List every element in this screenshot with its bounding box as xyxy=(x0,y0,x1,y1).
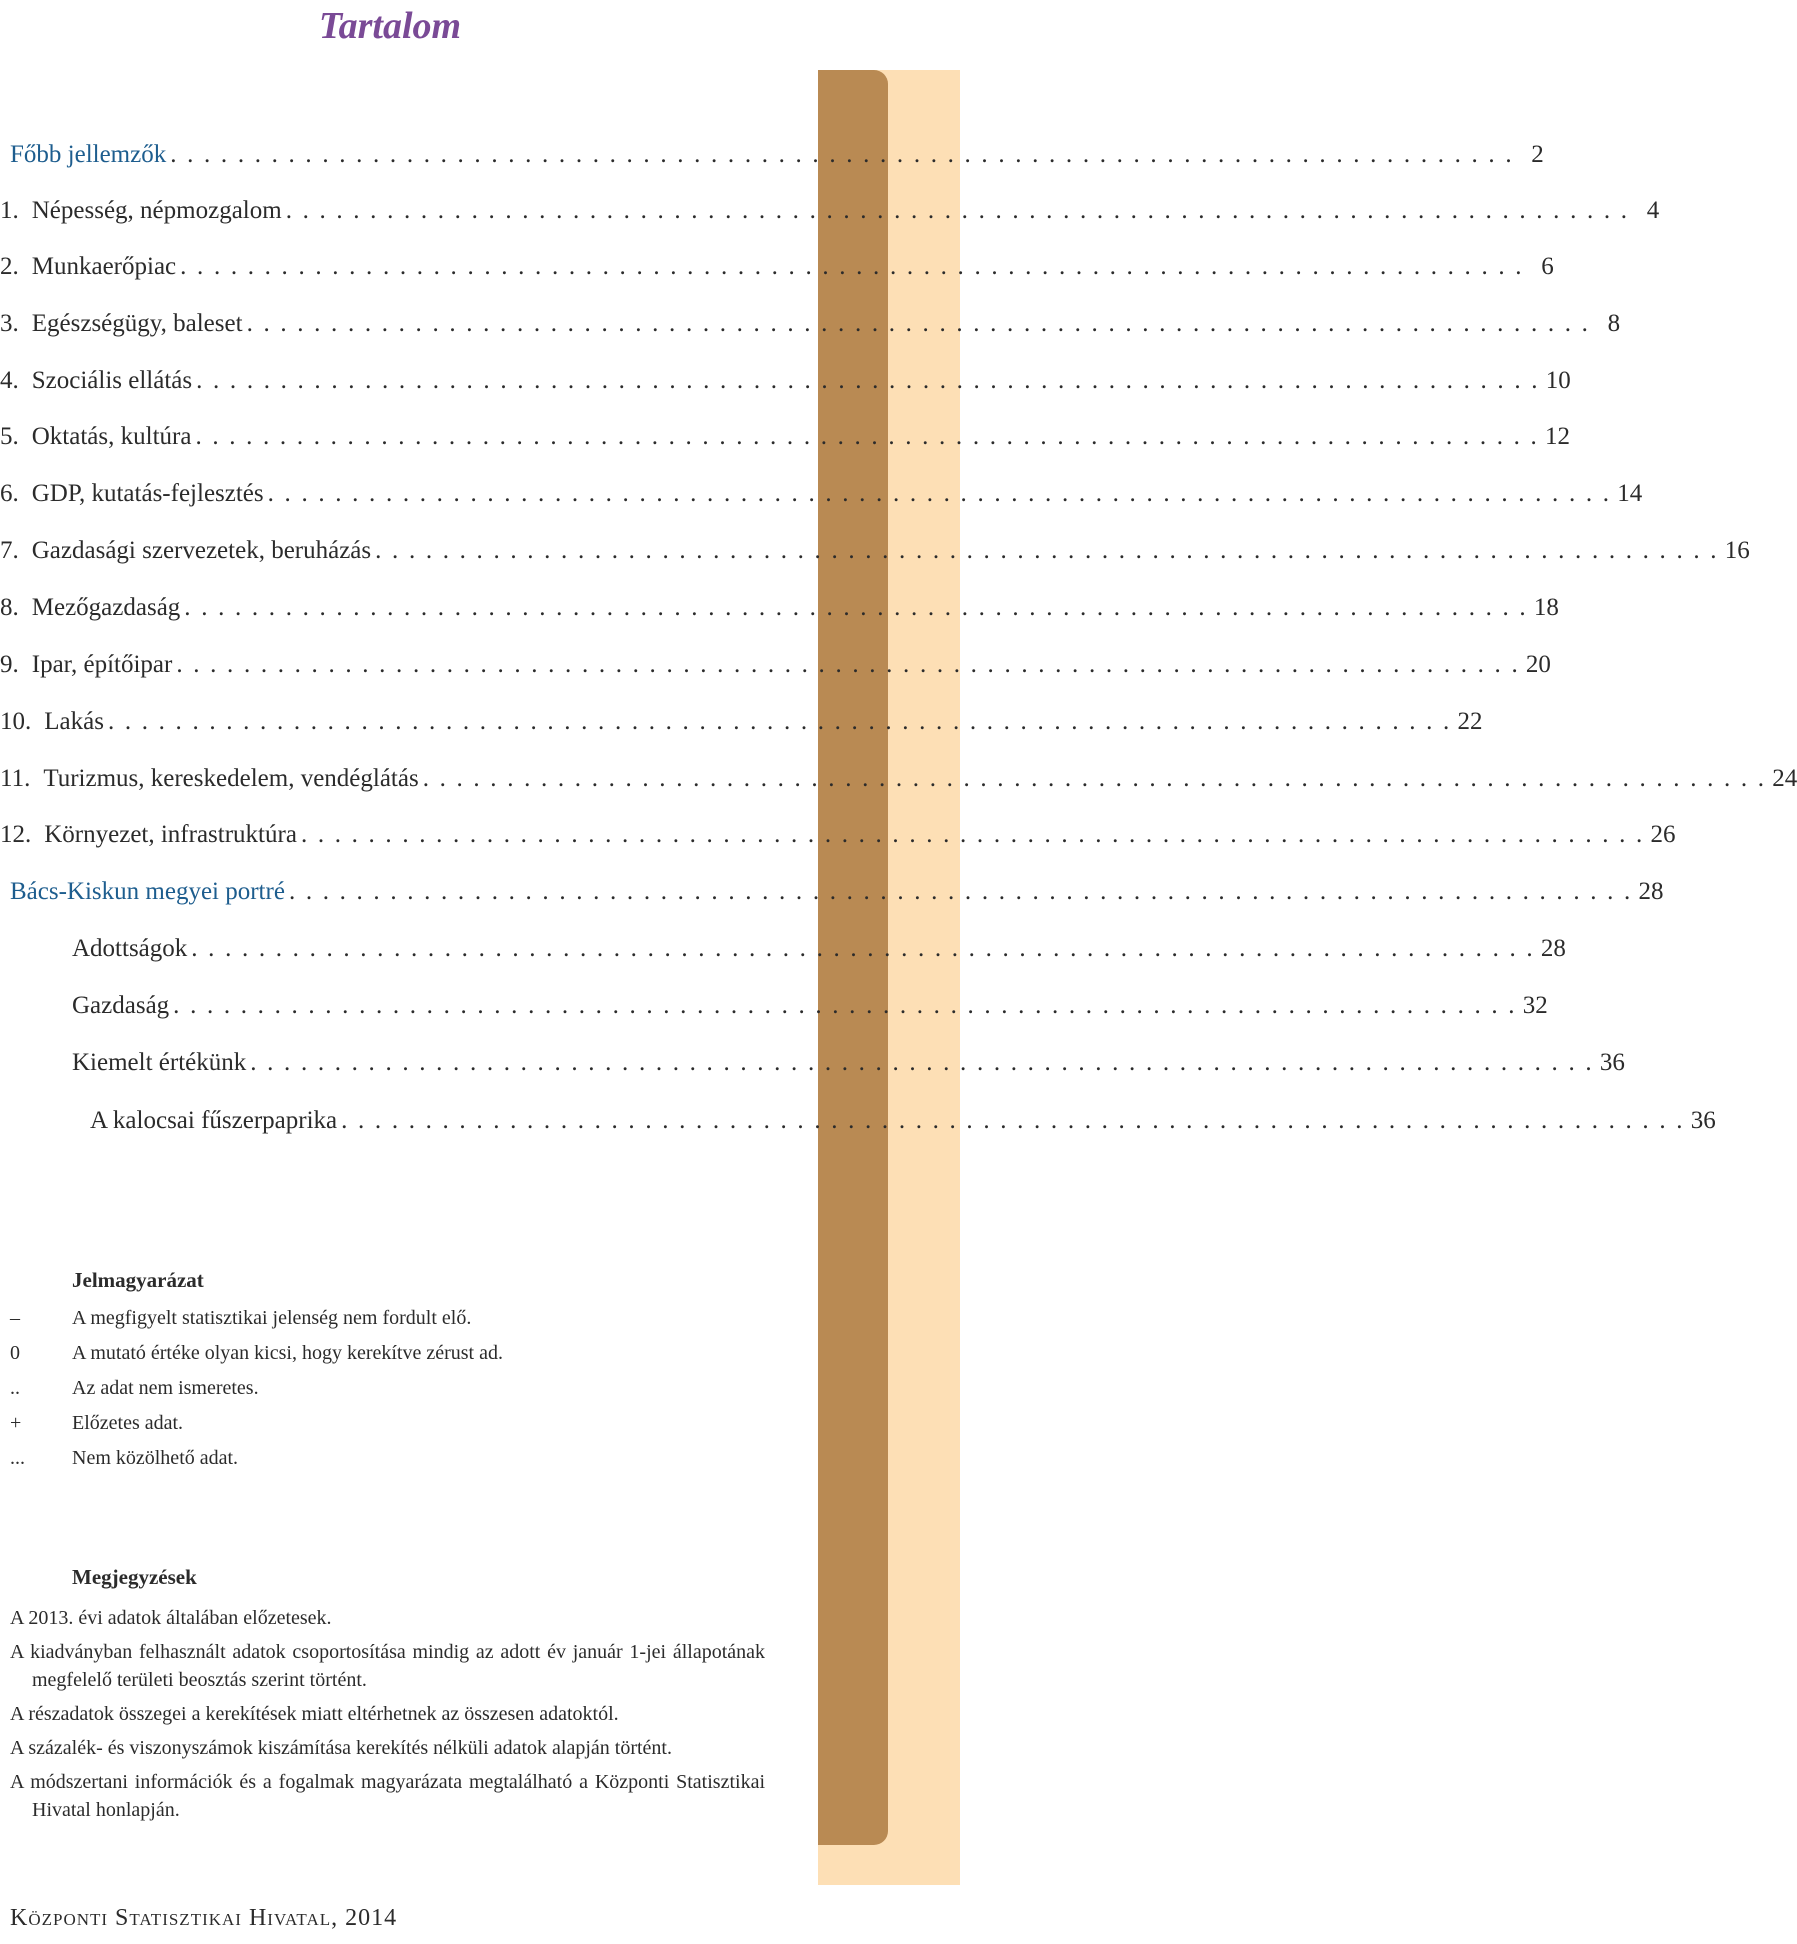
notes-title: Megjegyzések xyxy=(72,1565,197,1589)
dot-leader: . . . . . . . . . . . . . . . . . . . . . . . . . . . . . . . . . . . . . . . . . . . . . . . . . . . . . . . . . . . . . . . . . . . . . . . . . . . . . . . . xyxy=(196,367,1540,394)
toc-entry-label: Munkaerőpiac xyxy=(31,253,177,280)
legend-title: Jelmagyarázat xyxy=(72,1268,204,1292)
toc-entry-label: Ipar, építőipar xyxy=(31,651,173,678)
toc-entry-label: Főbb jellemzők xyxy=(10,141,167,168)
toc-entry-page: 26 xyxy=(1650,821,1676,848)
footer: Központi Statisztikai Hivatal, 2014 xyxy=(10,1905,398,1931)
legend-symbol: ... xyxy=(10,1447,25,1469)
toc-entry-number: 9. xyxy=(0,651,19,678)
legend-symbol: .. xyxy=(10,1377,20,1399)
toc-entry-number: 8. xyxy=(0,594,19,621)
toc-entry-page: 32 xyxy=(1522,992,1548,1019)
toc-entry[interactable] xyxy=(0,420,1570,454)
dot-leader: . . . . . . . . . . . . . . . . . . . . . . . . . . . . . . . . . . . . . . . . . . . . . . . . . . . . . . . . . . . . . . . . . . . . . . . . . . . . . . . . xyxy=(285,197,1630,224)
toc-entry-page: 14 xyxy=(1617,480,1643,507)
dot-leader: . . . . . . . . . . . . . . . . . . . . . . . . . . . . . . . . . . . . . . . . . . . . . . . . . . . . . . . . . . . . . . . . . . . . . . . . . . . . . . . . xyxy=(173,992,1517,1019)
toc-entry-label: Gazdaság xyxy=(72,992,170,1019)
toc-entry-page: 36 xyxy=(1599,1049,1625,1076)
toc-entry-page: 2 xyxy=(1531,141,1544,168)
toc-entry-label: GDP, kutatás-fejlesztés xyxy=(31,480,264,507)
dot-leader: . . . . . . . . . . . . . . . . . . . . . . . . . . . . . . . . . . . . . . . . . . . . . . . . . . . . . . . . . . . . . . . . . . . . . . . . . . . . . . . . xyxy=(288,878,1633,905)
toc-entry-label: Bács-Kiskun megyei portré xyxy=(10,878,285,905)
toc-entry-page: 28 xyxy=(1540,935,1566,962)
dot-leader: . . . . . . . . . . . . . . . . . . . . . . . . . . . . . . . . . . . . . . . . . . . . . . . . . . . . . . . . . . . . . . . . . . . . . . . . . . . . . . . . xyxy=(246,310,1591,337)
toc-entry-number: 4. xyxy=(0,367,19,394)
toc-entry[interactable] xyxy=(0,818,1676,852)
toc-entry-number: 7. xyxy=(0,537,19,564)
toc-entry-page: 10 xyxy=(1545,367,1571,394)
toc-entry-page: 12 xyxy=(1545,423,1570,450)
toc-entry[interactable] xyxy=(0,364,1571,398)
toc-entry-label: Mezőgazdaság xyxy=(31,594,181,621)
note-item: A 2013. évi adatok általában előzetesek. xyxy=(10,1607,332,1629)
legend-text: A megfigyelt statisztikai jelenség nem fordult elő. xyxy=(72,1307,472,1329)
toc-entry[interactable] xyxy=(0,194,1660,228)
toc-entry-label: Egészségügy, baleset xyxy=(31,310,243,337)
toc-entry-page: 28 xyxy=(1638,878,1664,905)
toc-entry[interactable] xyxy=(72,989,1548,1023)
notes-list xyxy=(10,1604,765,1830)
toc-entry[interactable] xyxy=(0,705,1483,739)
toc-entry-page: 20 xyxy=(1525,651,1551,678)
dot-leader: . . . . . . . . . . . . . . . . . . . . . . . . . . . . . . . . . . . . . . . . . . . . . . . . . . . . . . . . . . . . . . . . . . . . . . . . . . . . . . . . xyxy=(195,423,1539,450)
toc-entry[interactable] xyxy=(0,534,1750,568)
toc-entry-number: 11. xyxy=(0,765,31,792)
toc-entry-page: 36 xyxy=(1690,1107,1716,1134)
toc-entry-page: 16 xyxy=(1724,537,1750,564)
legend-text: Az adat nem ismeretes. xyxy=(72,1377,259,1399)
dot-leader: . . . . . . . . . . . . . . . . . . . . . . . . . . . . . . . . . . . . . . . . . . . . . . . . . . . . . . . . . . . . . . . . . . . . . . . . . . . . . . . . xyxy=(184,594,1528,621)
toc-entry-page: 6 xyxy=(1541,253,1554,280)
legend-text: Előzetes adat. xyxy=(72,1412,184,1434)
legend-item xyxy=(10,1374,259,1402)
legend-item xyxy=(10,1339,503,1367)
dot-leader: . . . . . . . . . . . . . . . . . . . . . . . . . . . . . . . . . . . . . . . . . . . . . . . . . . . . . . . . . . . . . . . . . . . . . . . . . . . . . . . . xyxy=(341,1107,1685,1134)
toc-entry-label: Oktatás, kultúra xyxy=(31,423,192,450)
toc-entry-label: Adottságok xyxy=(72,935,188,962)
note-item: A módszertani információk és a fogalmak magyarázata megtalálható a Központi Statisztikai Hivatal honlapján. xyxy=(10,1771,765,1821)
dot-leader: . . . . . . . . . . . . . . . . . . . . . . . . . . . . . . . . . . . . . . . . . . . . . . . . . . . . . . . . . . . . . . . . . . . . . . . . . . . . . . . . xyxy=(107,708,1452,735)
toc-entry[interactable] xyxy=(10,875,1664,909)
dot-leader: . . . . . . . . . . . . . . . . . . . . . . . . . . . . . . . . . . . . . . . . . . . . . . . . . . . . . . . . . . . . . . . . . . . . . . . . . . . . . . . . xyxy=(267,480,1612,507)
toc-entry[interactable] xyxy=(0,250,1554,284)
toc-entry-number: 6. xyxy=(0,480,19,507)
toc-entry-label: Kiemelt értékünk xyxy=(72,1049,247,1076)
dot-leader: . . . . . . . . . . . . . . . . . . . . . . . . . . . . . . . . . . . . . . . . . . . . . . . . . . . . . . . . . . . . . . . . . . . . . . . . . . . . . . . . xyxy=(191,935,1535,962)
toc-entry-label: A kalocsai fűszerpaprika xyxy=(90,1107,338,1134)
toc-entry-label: Szociális ellátás xyxy=(31,367,193,394)
dot-leader: . . . . . . . . . . . . . . . . . . . . . . . . . . . . . . . . . . . . . . . . . . . . . . . . . . . . . . . . . . . . . . . . . . . . . . . . . . . . . . . . xyxy=(176,651,1520,678)
toc-entry-label: Gazdasági szervezetek, beruházás xyxy=(31,537,372,564)
legend-text: Nem közölhető adat. xyxy=(72,1447,239,1469)
toc-entry[interactable] xyxy=(72,1046,1625,1080)
toc-entry[interactable] xyxy=(90,1104,1716,1138)
dot-leader: . . . . . . . . . . . . . . . . . . . . . . . . . . . . . . . . . . . . . . . . . . . . . . . . . . . . . . . . . . . . . . . . . . . . . . . . . . . . . . . . xyxy=(250,1049,1594,1076)
note-item: A kiadványban felhasznált adatok csoportosítása mindig az adott év január 1-jei állapotának megfelelő területi beosztás szerint történt. xyxy=(10,1641,765,1691)
toc-entry-label: Környezet, infrastruktúra xyxy=(44,821,297,848)
toc-entry[interactable] xyxy=(10,138,1544,172)
toc-entry-number: 10. xyxy=(0,708,32,735)
toc-entry-page: 24 xyxy=(1772,765,1797,792)
toc-entry-label: Turizmus, kereskedelem, vendéglátás xyxy=(43,765,419,792)
legend-symbol: + xyxy=(10,1412,22,1434)
toc-entry[interactable] xyxy=(0,648,1551,682)
toc-entry[interactable] xyxy=(0,762,1797,796)
toc-entry-page: 8 xyxy=(1607,310,1621,337)
toc-entry-label: Népesség, népmozgalom xyxy=(31,197,282,224)
toc-entry-number: 5. xyxy=(0,423,19,450)
toc-entry[interactable] xyxy=(0,591,1559,625)
dot-leader: . . . . . . . . . . . . . . . . . . . . . . . . . . . . . . . . . . . . . . . . . . . . . . . . . . . . . . . . . . . . . . . . . . . . . . . . . . . . . . . . xyxy=(300,821,1645,848)
dot-leader: . . . . . . . . . . . . . . . . . . . . . . . . . . . . . . . . . . . . . . . . . . . . . . . . . . . . . . . . . . . . . . . . . . . . . . . . . . . . . . . . xyxy=(375,537,1719,564)
toc-entry[interactable] xyxy=(72,932,1566,966)
toc-entry-page: 4 xyxy=(1646,197,1660,224)
dot-leader: . . . . . . . . . . . . . . . . . . . . . . . . . . . . . . . . . . . . . . . . . . . . . . . . . . . . . . . . . . . . . . . . . . . . . . . . . . . . . . . . xyxy=(422,765,1767,792)
legend-symbol: 0 xyxy=(10,1342,20,1364)
page-title: Tartalom xyxy=(318,5,462,47)
toc-entry[interactable] xyxy=(0,307,1621,341)
note-item: A százalék- és viszonyszámok kiszámítása kerekítés nélküli adatok alapján történt. xyxy=(10,1737,672,1759)
toc-entry-page: 18 xyxy=(1533,594,1559,621)
legend-item xyxy=(10,1304,471,1332)
toc-entry[interactable] xyxy=(0,477,1643,511)
dot-leader: . . . . . . . . . . . . . . . . . . . . . . . . . . . . . . . . . . . . . . . . . . . . . . . . . . . . . . . . . . . . . . . . . . . . . . . . . . . . . . . . xyxy=(170,141,1514,168)
toc-entry-label: Lakás xyxy=(44,708,104,735)
toc-entry-number: 3. xyxy=(0,310,19,337)
toc-entry-number: 12. xyxy=(0,821,32,848)
legend-symbol: – xyxy=(10,1307,20,1329)
legend-item xyxy=(10,1444,238,1472)
toc-entry-number: 1. xyxy=(0,197,19,224)
legend-item xyxy=(10,1409,183,1437)
toc-entry-page: 22 xyxy=(1457,708,1483,735)
note-item: A részadatok összegei a kerekítések miatt eltérhetnek az összesen adatoktól. xyxy=(10,1703,619,1725)
toc-entry-number: 2. xyxy=(0,253,19,280)
legend-text: A mutató értéke olyan kicsi, hogy kerekítve zérust ad. xyxy=(72,1342,503,1364)
dot-leader: . . . . . . . . . . . . . . . . . . . . . . . . . . . . . . . . . . . . . . . . . . . . . . . . . . . . . . . . . . . . . . . . . . . . . . . . . . . . . . . . xyxy=(180,253,1524,280)
